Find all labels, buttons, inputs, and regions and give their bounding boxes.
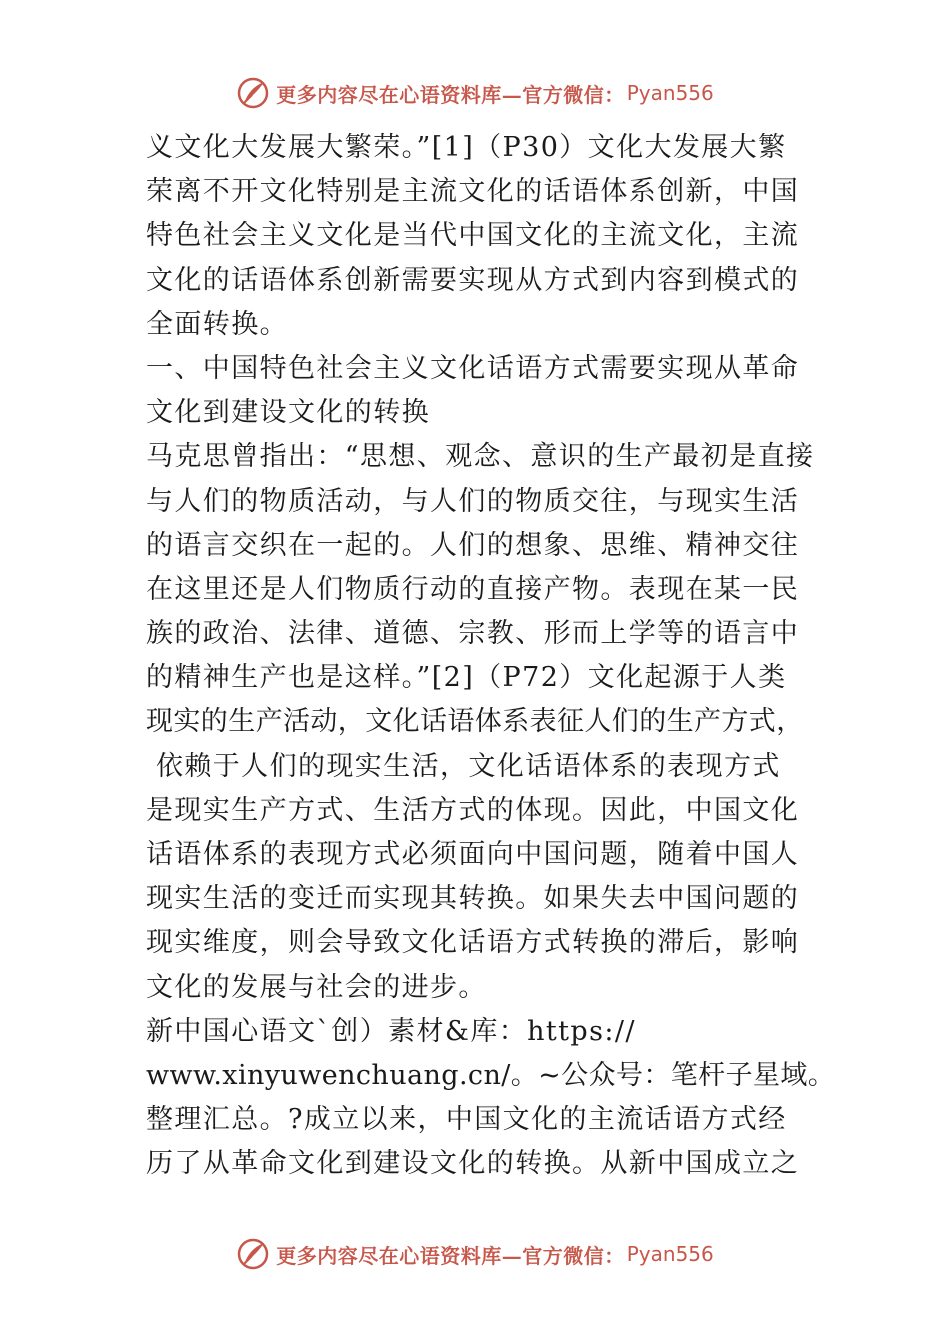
section-heading-line: 文化到建设文化的转换: [146, 397, 430, 429]
text-line: 依赖于人们的现实生活，文化话语体系的表现方式: [146, 750, 781, 782]
banner-wechat-id: Pyan556: [626, 1242, 714, 1266]
text-line: 整理汇总。?成立以来，中国文化的主流话语方式经: [146, 1104, 787, 1136]
text-line: 历了从革命文化到建设文化的转换。从新中国成立之: [146, 1148, 800, 1180]
text-line: 马克思曾指出：“思想、观念、意识的生产最初是直接: [146, 441, 815, 473]
banner-wechat-id: Pyan556: [626, 81, 714, 105]
footer-watermark-banner: [0, 1234, 950, 1274]
banner-text: 更多内容尽在心语资料库—官方微信：: [276, 1243, 625, 1268]
text-line: 荣离不开文化特别是主流文化的话语体系创新，中国: [146, 176, 800, 208]
text-line: 族的政治、法律、道德、宗教、形而上学等的语言中: [146, 618, 800, 650]
text-line: 全面转换。: [146, 308, 288, 340]
text-line: 的精神生产也是这样。”[2]（P72）文化起源于人类: [146, 662, 787, 694]
feather-logo-icon: [236, 1237, 270, 1271]
text-line: 文化的发展与社会的进步。: [146, 971, 487, 1003]
banner-text: 更多内容尽在心语资料库—官方微信：: [276, 82, 625, 107]
text-line: 的语言交织在一起的。人们的想象、思维、精神交往: [146, 529, 800, 561]
section-heading-line: 一、中国特色社会主义文化话语方式需要实现从革命: [146, 352, 800, 384]
text-line: 义文化大发展大繁荣。”[1]（P30）文化大发展大繁: [146, 132, 787, 163]
document-body: [146, 126, 836, 1187]
text-line: www.xinyuwenchuang.cn/。~公众号：笔杆子星域。: [146, 1059, 836, 1091]
text-line: 特色社会主义文化是当代中国文化的主流文化，主流: [146, 220, 800, 252]
text-line: 话语体系的表现方式必须面向中国问题，随着中国人: [146, 839, 800, 870]
header-watermark-banner: [0, 73, 950, 113]
text-line: 在这里还是人们物质行动的直接产物。表现在某一民: [146, 573, 800, 605]
text-line: 文化的话语体系创新需要实现从方式到内容到模式的: [146, 264, 800, 296]
feather-logo-icon: [236, 76, 270, 110]
text-line: 现实生活的变迁而实现其转换。如果失去中国问题的: [146, 883, 800, 915]
text-line: 现实的生产活动，文化话语体系表征人们的生产方式，: [146, 706, 804, 738]
text-line: 现实维度，则会导致文化话语方式转换的滞后，影响: [146, 927, 800, 959]
text-line: 是现实生产方式、生活方式的体现。因此，中国文化: [146, 794, 800, 826]
text-line: 与人们的物质活动，与人们的物质交往，与现实生活: [146, 485, 800, 517]
text-line: 新中国心语文`创）素材&库：https://: [146, 1015, 636, 1047]
